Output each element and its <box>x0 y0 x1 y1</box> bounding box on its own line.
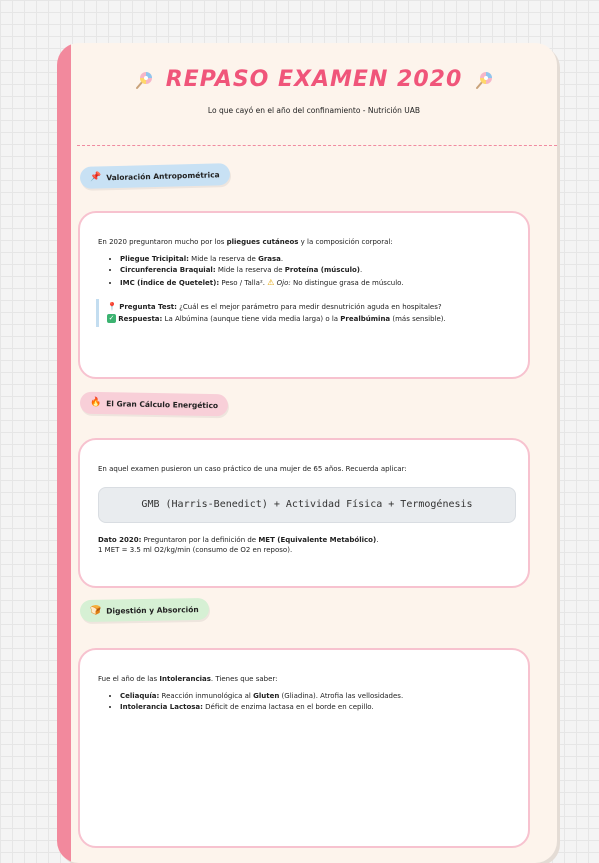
intolerance-list <box>98 691 514 713</box>
section-card-energy <box>78 438 530 588</box>
section-intro: Fue el año de las Intolerancias. Tienes que saber: <box>98 675 278 683</box>
section-tag-label: El Gran Cálculo Energético <box>106 398 219 410</box>
header-divider <box>77 145 557 146</box>
formula-box: GMB (Harris-Benedict) + Actividad Física + Termogénesis <box>98 487 516 523</box>
section-tag-label: Digestión y Absorción <box>106 604 199 616</box>
section-tag-label: Valoración Antropométrica <box>106 169 220 182</box>
list-item: • Pliegue Tricipital: Mide la reserva de Grasa. <box>120 254 514 265</box>
pin-icon: 📍 <box>107 301 117 311</box>
test-question: 📍 Pregunta Test: ¿Cuál es el mejor parámetro para medir desnutrición aguda en hospitales? <box>107 301 442 311</box>
list-item: • IMC (Índice de Quetelet): Peso / Talla². ⚠ Ojo: No distingue grasa de músculo. <box>120 277 514 289</box>
page-title <box>71 67 557 92</box>
lollipop-icon <box>474 70 494 90</box>
section-card-anthropometry <box>78 211 530 379</box>
page-header <box>71 43 557 143</box>
section-intro: En aquel examen pusieron un caso práctico de una mujer de 65 años. Recuerda aplicar: <box>98 465 407 473</box>
list-item: • Celiaquía: Reacción inmunológica al Gluten (Gliadina). Atrofia las vellosidades. <box>120 691 514 702</box>
check-icon: ✓ <box>108 314 115 322</box>
test-answer: ✓ Respuesta: La Albúmina (aunque tiene vida media larga) o la Prealbúmina (más sensible). <box>108 314 446 323</box>
section-intro: En 2020 preguntaron mucho por los pliegues cutáneos y la composición corporal: <box>98 238 393 246</box>
section-card-digestion <box>78 648 530 848</box>
list-item: • Circunferencia Braquial: Mide la reserva de Proteína (músculo). <box>120 265 514 276</box>
warning-icon: ⚠ <box>267 277 275 287</box>
bread-icon: 🍞 <box>89 605 102 616</box>
measure-list <box>98 254 514 289</box>
dato-line: Dato 2020: Preguntaron por la definición de MET (Equivalente Metabólico). <box>98 535 379 544</box>
section-tag-energy <box>80 392 228 417</box>
title-text: REPASO EXAMEN 2020 <box>165 67 463 92</box>
test-question-callout <box>96 299 514 328</box>
met-definition: 1 MET = 3.5 ml O2/kg/min (consumo de O2 en reposo). <box>98 546 293 554</box>
section-tag-anthropometry <box>80 163 230 189</box>
page-subtitle: Lo que cayó en el año del confinamiento - Nutrición UAB <box>207 106 421 115</box>
lollipop-icon <box>134 70 154 90</box>
section-tag-digestion <box>80 598 209 622</box>
pushpin-icon: 📌 <box>89 172 102 183</box>
list-item: • Intolerancia Lactosa: Déficit de enzima lactasa en el borde en cepillo. <box>120 702 514 713</box>
fire-icon: 🔥 <box>89 397 102 409</box>
